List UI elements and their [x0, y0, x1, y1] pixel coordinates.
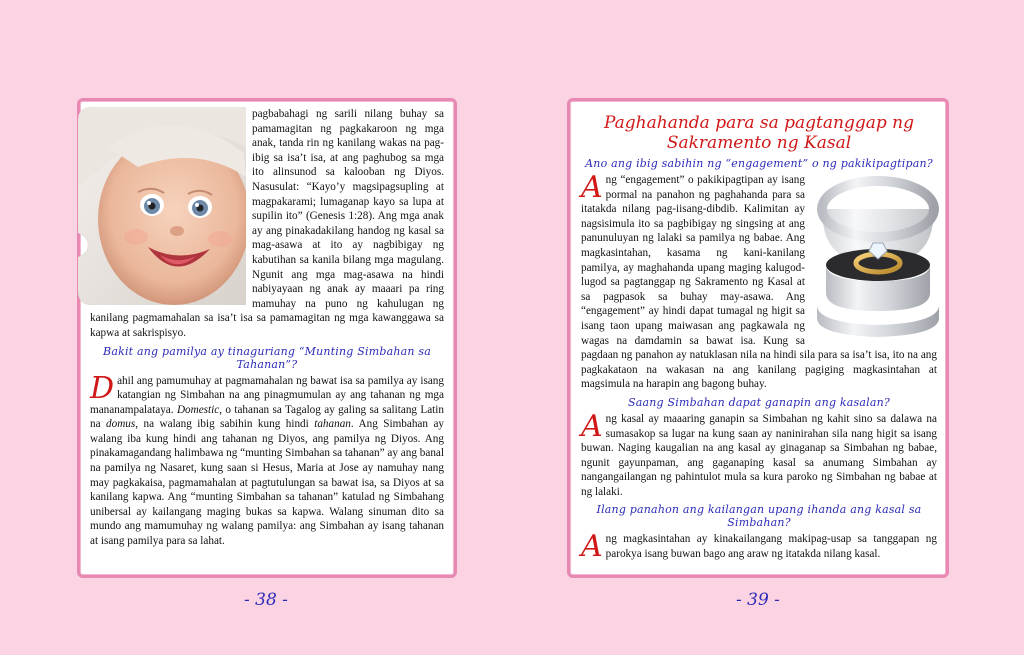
ring-icon	[811, 173, 945, 343]
left-page	[77, 98, 457, 578]
left-dropcap: D	[90, 370, 115, 406]
question-1-heading: Ano ang ibig sabihin ng “engagement” o ng pakikipagtipan?	[585, 157, 933, 170]
answer-2-text: ng kasal ay maaaring ganapin sa Simbahan ng kahit sino sa dalawa na sumasakop sa lugar na kung saan ay naninirahan sila nang higit sa isang buwan. Naging kaugalian na ang kasal ay ginaganap sa Simbahan ng babae, ngunit gayunpaman, ang gaganaping kasal sa anumang Simbahan ay nangangailangan ng pahintulot mula sa kura paroko ng Simbahan ng babae at ng lalaki.	[581, 412, 937, 498]
answer-1	[581, 170, 937, 392]
answer-3-dropcap: A	[581, 529, 603, 565]
left-paragraph-1-text: pagbabahagi ng sarili nilang buhay sa pamamagitan ng pagkakaroon ng mga anak, tanda rin ng kanilang wakas na pag-ibig sa isa’t isa, at ang paghubog sa mga ito alinsunod sa kalooban ng Diyos. Nasusulat: “Kayo’y magsipagsupling at magpakarami; lumaganap kayo sa lupa at supilin ito” (Genesis 1:28). Ang mga anak ay ang pinakadakilang handog ng kasal sa mag-asawa at ito ay nagbibigay ng kabutihan sa kanila bilang mga magulang. Ngunit ang mga mag-asawa na hindi nabiyayaan ng anak ay maaari pa ring mamuhay na puno ng kahulugan ng kanilang pagmamahalan sa isa’t isa sa pamamagitan ng mga kawanggawa sa kapwa at sakrispisyo.	[90, 108, 444, 339]
left-p2-tahanan: tahanan	[314, 418, 351, 431]
right-title-line-1: Paghahanda para sa pagtanggap ng	[603, 113, 914, 133]
left-p2-part-b: , o tahanan sa Tagalog ay galing sa salitang Latin na	[90, 403, 444, 431]
right-title	[581, 113, 937, 153]
baby-photo	[78, 107, 246, 305]
question-3-heading: Ilang panahon ang kailangan upang ihanda ang kasal sa Simbahan?	[596, 503, 922, 530]
page-number-right: - 39 -	[736, 590, 780, 610]
right-page	[567, 98, 949, 578]
left-p2-part-a: ahil ang pamumuhay at pagmamahalan ng bawat isa sa pamilya ay isang katangian ng Simbahan na ang pinagmumulan ay ang tahanan ng mga mananampalataya.	[90, 374, 444, 416]
left-p2-domus: domus	[106, 418, 136, 431]
answer-1-text: ng “engagement” o pakikipagtipan ay isang pormal na panahon ng paghahanda para sa itatakda nilang pag-iisang-dibdib. Kalimitan ay nagsisimula ito sa pagbibigay ng singsing at ang panunuluyan ng lalaki sa pamilya ng babae. Ang magkasintahan, kasama ng kani-kanilang pamilya, ay maghahanda upang maging kalugod-lugod sa pagtanggap ng Sakramento ng Kasal at sa pagpasok sa buhay may-asawa. Ang “engagement” ay hindi dapat tumagal ng higit sa isang taon upang maiwasan ang pagkawala ng wagas na damdamin sa bawat isa. Kung sa pagdaan ng panahon ay natuklasan nila na hindi sila para sa isa’t isa, ito na ang pagkakataon na wakasan na ang kanilang pagiging magkasintahan at magsimula na harapin ang bagong buhay.	[581, 174, 937, 391]
left-heading: Bakit ang pamilya ay tinaguriang “Munting Simbahan sa Tahanan”?	[103, 344, 431, 371]
left-paragraph-2	[90, 370, 445, 549]
answer-2-dropcap: A	[581, 408, 603, 444]
answer-1-dropcap: A	[581, 170, 603, 205]
left-p2-part-c: , na walang ibig sabihin kung hindi	[135, 418, 315, 431]
left-paragraph-1	[90, 107, 444, 341]
baby-image	[78, 107, 246, 305]
right-title-line-2: Sakramento ng Kasal	[666, 133, 852, 153]
answer-3	[581, 529, 937, 565]
answer-2	[581, 408, 937, 500]
page-number-left: - 38 -	[244, 590, 288, 610]
left-p2-part-d: . Ang Simbahan ay walang iba kung hindi ang tahanan ng Diyos, ang pamilya ng Diyos. Ang pinakamagandang halimbawa ng “munting Simbahan sa tahanan” ay ang banal na pamilya ng Nasaret, kung saan si Hesus, Maria at Jose ay namuhay nang may pagkakaisa, pagmamahalan at pagtutulungan sa bawat isa, sa Diyos at sa kanilang kapwa. Ang “munting Simbahan sa tahanan” katulad ng Simbahang unibersal ay kailangang maging bukas sa kapwa. Walang sinuman dito sa mundo ang mamumuhay ng walang pamilya: ang Simbahan ay isang tahanan at isang pamilya para sa lahat.	[90, 418, 445, 548]
ring-box-image	[811, 173, 945, 343]
question-2-heading: Saang Simbahan dapat ganapin ang kasalan?	[628, 395, 890, 409]
answer-3-text: ng magkasintahan ay kinakailangang makipag-usap sa tanggapan ng parokya isang buwan bago ang araw ng itatakda nilang kasal.	[605, 533, 937, 561]
left-p2-domestic: Domestic	[176, 403, 220, 416]
